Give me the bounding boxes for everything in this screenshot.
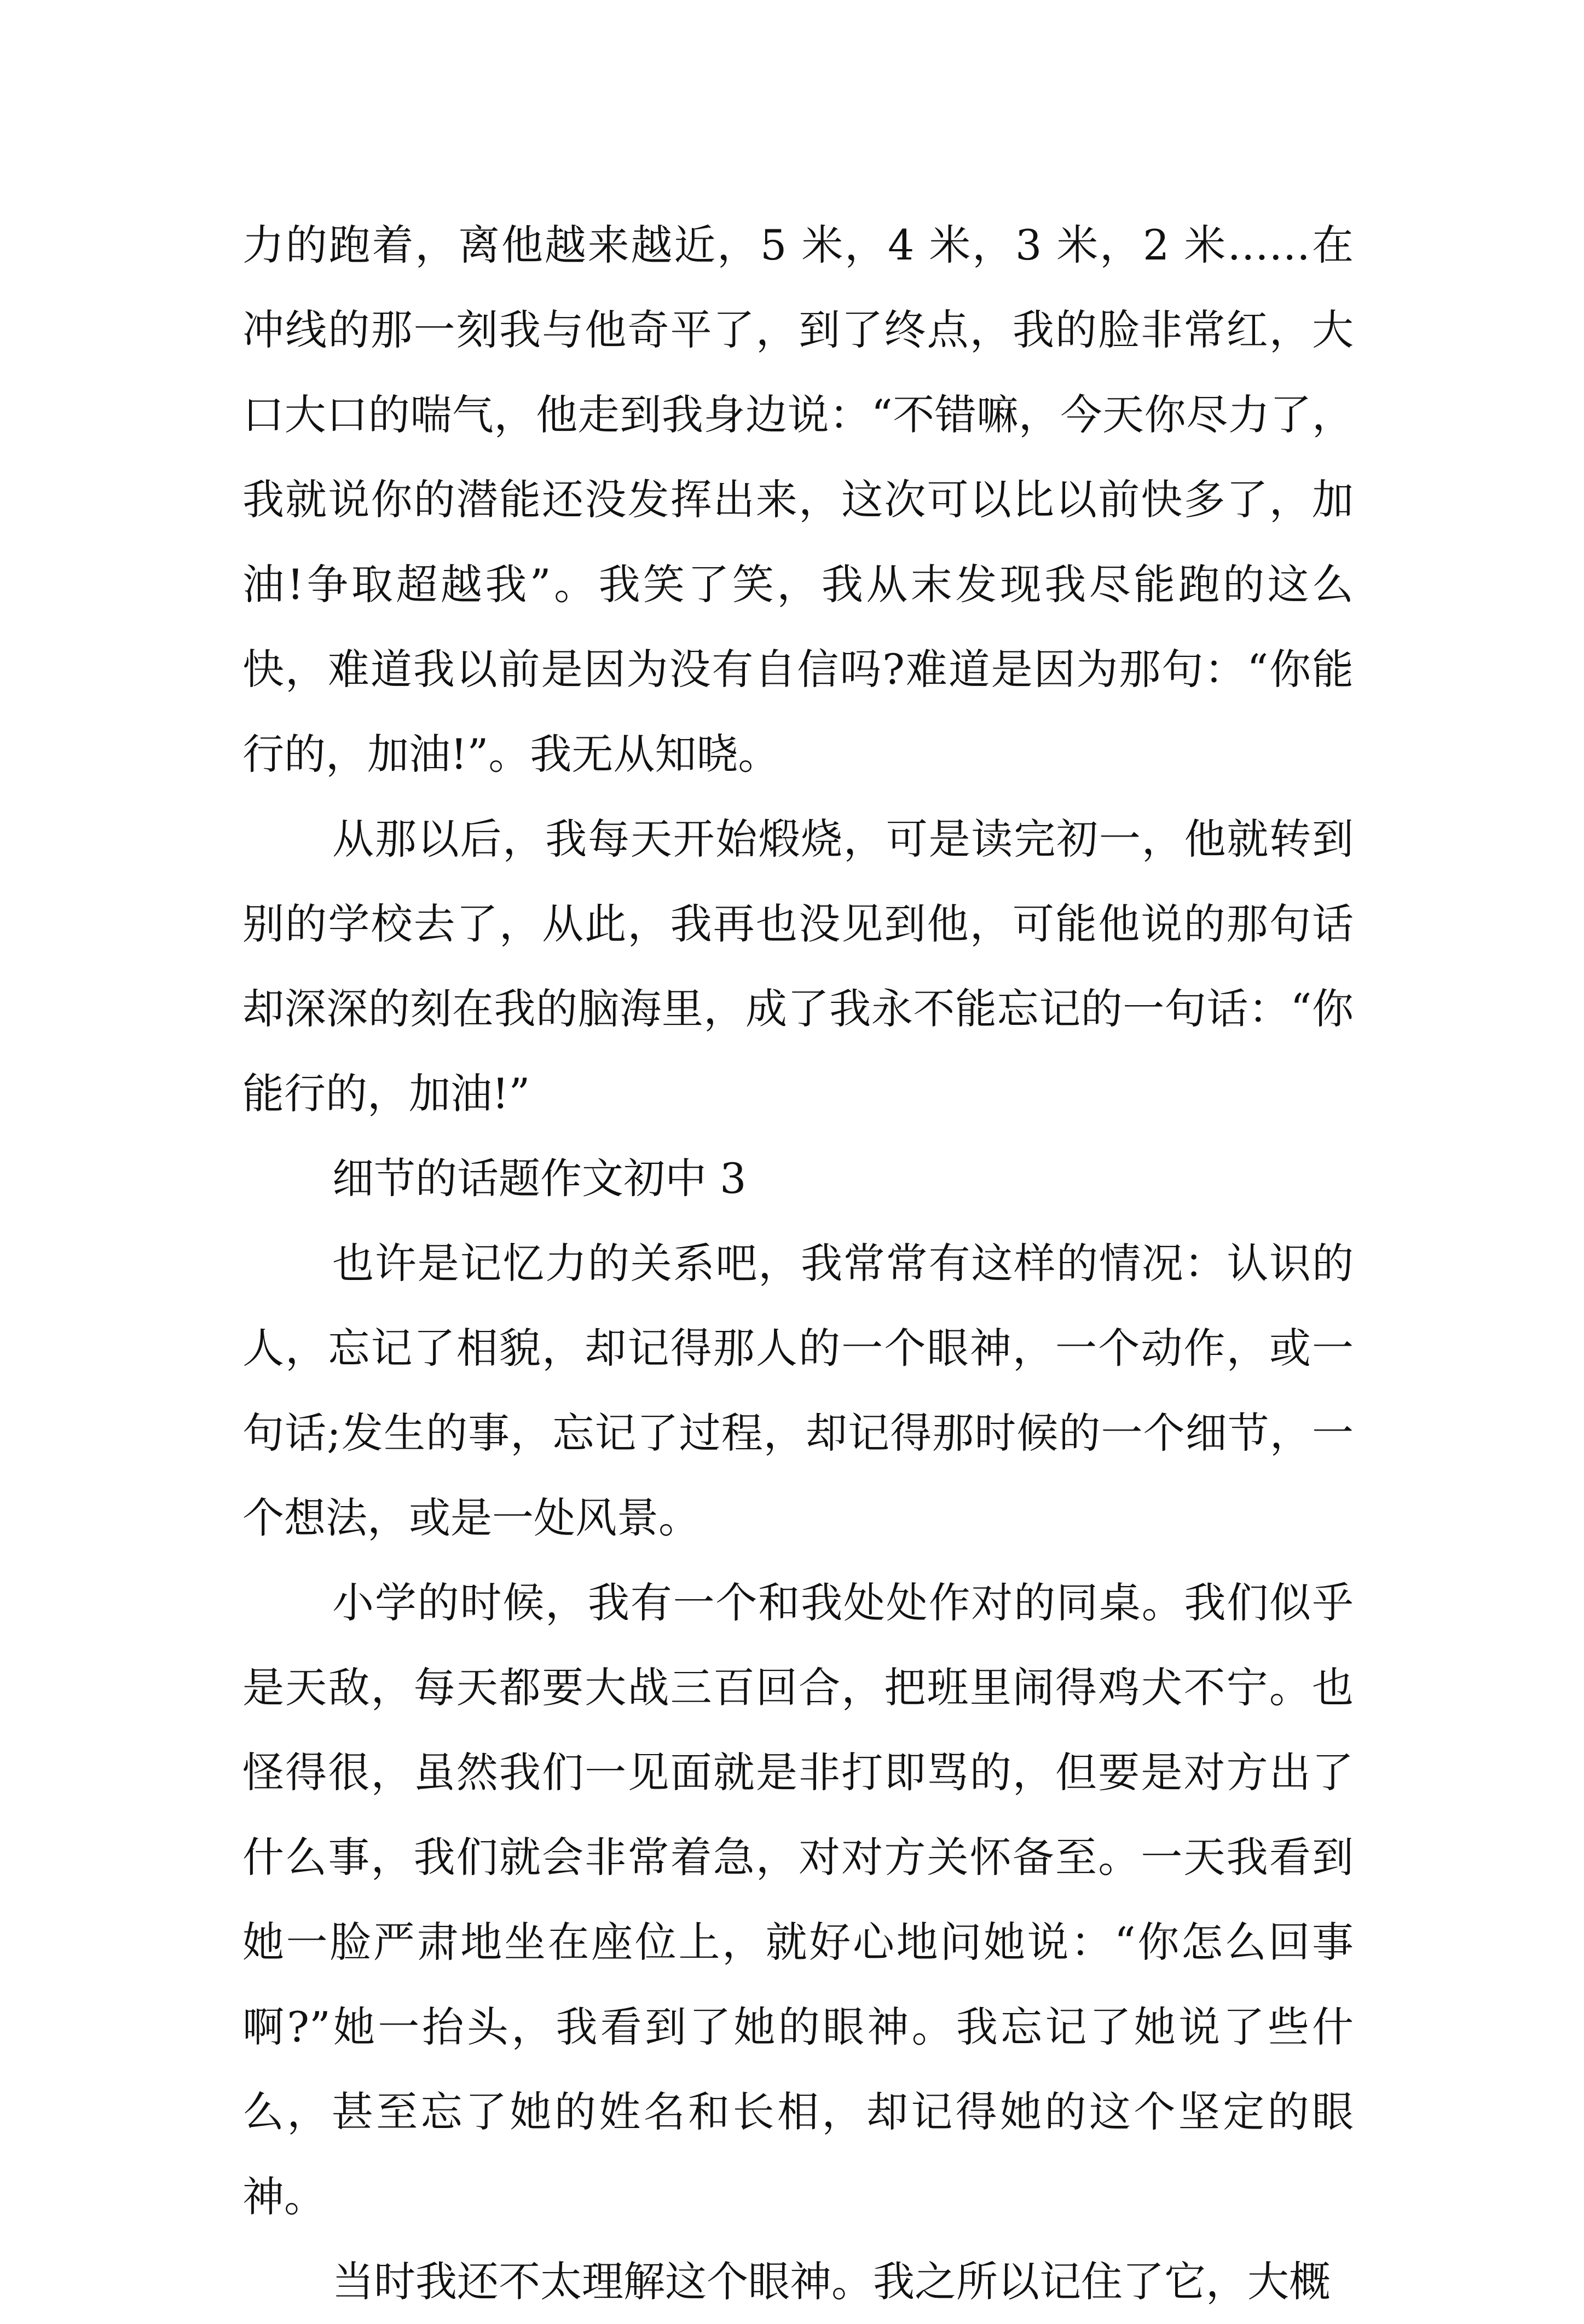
paragraph: 当时我还不太理解这个眼神。我之所以记住了它，大概 [332,2257,1331,2306]
section-heading: 细节的话题作文初中 3 [332,1154,747,1203]
paragraph: 也许是记忆力的关系吧，我常常有这样的情况：认识的人，忘记了相貌，却记得那人的一个眼神，一个动作，或一句话;发生的事，忘记了过程，却记得那时候的一个细节，一个想法，或是一处风景。 [242,1239,1354,1542]
paragraph: 力的跑着，离他越来越近，5 米，4 米，3 米，2 米……在冲线的那一刻我与他奇平了，到了终点，我的脸非常红，大口大口的喘气，他走到我身边说：“不错嘛，今天你尽力了，我就说你的潜能还没发挥出来，这次可以比以前快多了，加油!争取超越我”。我笑了笑，我从末发现我尽能跑的这么快，难道我以前是因为没有自信吗?难道是因为那句：“你能行的，加油!”。我无从知晓。 [242,221,1354,778]
paragraph: 小学的时候，我有一个和我处处作对的同桌。我们似乎是天敌，每天都要大战三百回合，把班里闹得鸡犬不宁。也怪得很，虽然我们一见面就是非打即骂的，但要是对方出了什么事，我们就会非常着急，对对方关怀备至。一天我看到她一脸严肃地坐在座位上，就好心地问她说：“你怎么回事啊?”她一抬头，我看到了她的眼神。我忘记了她说了些什么，甚至忘了她的姓名和长相，却记得她的这个坚定的眼神。 [242,1578,1354,2221]
paragraph: 从那以后，我每天开始煅烧，可是读完初一，他就转到别的学校去了，从此，我再也没见到他，可能他说的那句话却深深的刻在我的脑海里，成了我永不能忘记的一句话：“你能行的，加油!” [242,815,1354,1118]
document-body [242,203,1354,2324]
